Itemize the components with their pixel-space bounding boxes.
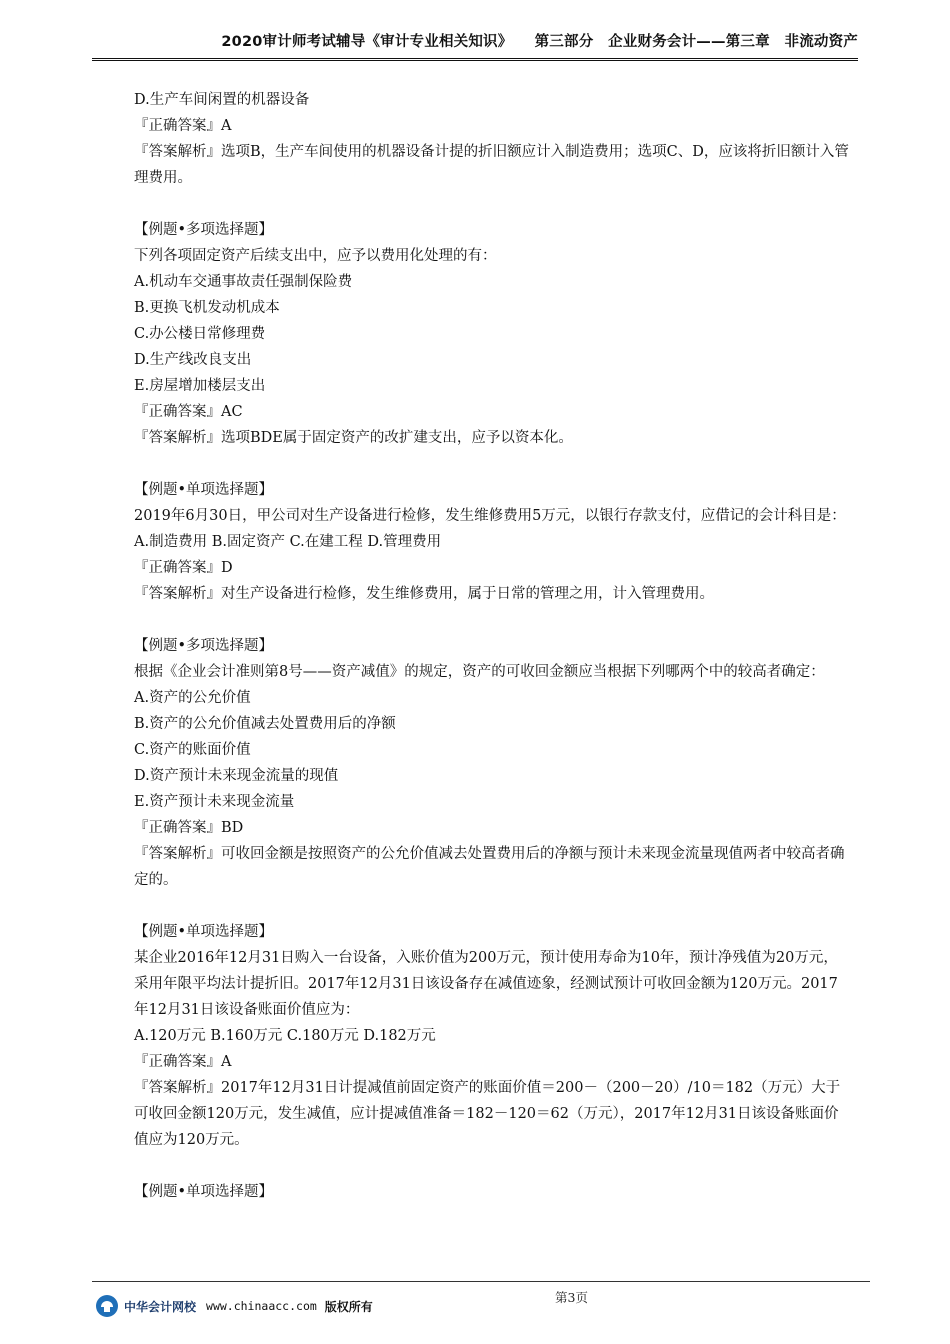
option-b: B.更换飞机发动机成本 — [134, 300, 280, 316]
correct-answer: 『正确答案』AC — [134, 404, 243, 420]
question-heading: 【例题•单项选择题】 — [134, 1184, 274, 1200]
page-header: 2020审计师考试辅导《审计专业相关知识》 第三部分 企业财务会计——第三章 非流动资产 — [92, 30, 858, 61]
page-number: 第3页 — [555, 1290, 588, 1305]
question-heading: 【例题•多项选择题】 — [134, 222, 274, 238]
option-e: E.房屋增加楼层支出 — [134, 378, 266, 394]
answer-analysis: 『答案解析』选项BDE属于固定资产的改扩建支出，应予以资本化。 — [134, 430, 573, 446]
option-e: E.资产预计未来现金流量 — [134, 794, 295, 810]
footer-rights: 版权所有 — [324, 1299, 373, 1314]
option-d: D.生产线改良支出 — [134, 352, 252, 368]
option-c: C.办公楼日常修理费 — [134, 326, 266, 342]
option-a: A.资产的公允价值 — [134, 690, 251, 706]
question-text: 某企业2016年12月31日购入一台设备，入账价值为200万元，预计使用寿命为10年，预计净残值为20万元，采用年限平均法计提折旧。2017年12月31日该设备存在减值迹象，经测试预计可收回金额为120万元。2017年12月31日该设备账面价值应为： — [134, 950, 838, 1018]
question-heading: 【例题•多项选择题】 — [134, 638, 274, 654]
option-a: A.机动车交通事故责任强制保险费 — [134, 274, 353, 290]
footer-site[interactable]: www.chinaacc.com — [206, 1299, 317, 1313]
footer-divider — [92, 1281, 870, 1282]
option-c: C.资产的账面价值 — [134, 742, 251, 758]
chinaacc-logo-icon — [96, 1295, 118, 1317]
options-line: A.120万元 B.160万元 C.180万元 D.182万元 — [134, 1028, 436, 1044]
question-heading: 【例题•单项选择题】 — [134, 482, 274, 498]
question-text: 根据《企业会计准则第8号——资产减值》的规定，资产的可收回金额应当根据下列哪两个中的较高者确定： — [134, 664, 825, 680]
correct-answer: 『正确答案』D — [134, 560, 233, 576]
page-footer — [96, 1292, 373, 1320]
footer-brand: 中华会计网校 — [124, 1299, 197, 1314]
correct-answer: 『正确答案』BD — [134, 820, 244, 836]
option-d: D.资产预计未来现金流量的现值 — [134, 768, 339, 784]
options-line: A.制造费用 B.固定资产 C.在建工程 D.管理费用 — [134, 534, 442, 550]
option-b: B.资产的公允价值减去处置费用后的净额 — [134, 716, 396, 732]
correct-answer: 『正确答案』A — [134, 1054, 232, 1070]
option-d: D.生产车间闲置的机器设备 — [134, 92, 310, 108]
answer-analysis: 『答案解析』可收回金额是按照资产的公允价值减去处置费用后的净额与预计未来现金流量现值两者中较高者确定的。 — [134, 846, 845, 888]
correct-answer: 『正确答案』A — [134, 118, 232, 134]
answer-analysis: 『答案解析』2017年12月31日计提减值前固定资产的账面价值＝200－（200－20）/10＝182（万元）大于可收回金额120万元，发生减值，应计提减值准备＝182－120＝62（万元），2017年12月31日该设备账面价值应为120万元。 — [134, 1080, 841, 1148]
document-body — [134, 87, 850, 1205]
answer-analysis: 『答案解析』对生产设备进行检修，发生维修费用，属于日常的管理之用，计入管理费用。 — [134, 586, 714, 602]
question-text: 2019年6月30日，甲公司对生产设备进行检修，发生维修费用5万元，以银行存款支付，应借记的会计科目是： — [134, 508, 846, 524]
question-heading: 【例题•单项选择题】 — [134, 924, 274, 940]
answer-analysis: 『答案解析』选项B，生产车间使用的机器设备计提的折旧额应计入制造费用；选项C、D，应该将折旧额计入管理费用。 — [134, 144, 849, 186]
question-text: 下列各项固定资产后续支出中，应予以费用化处理的有： — [134, 248, 497, 264]
